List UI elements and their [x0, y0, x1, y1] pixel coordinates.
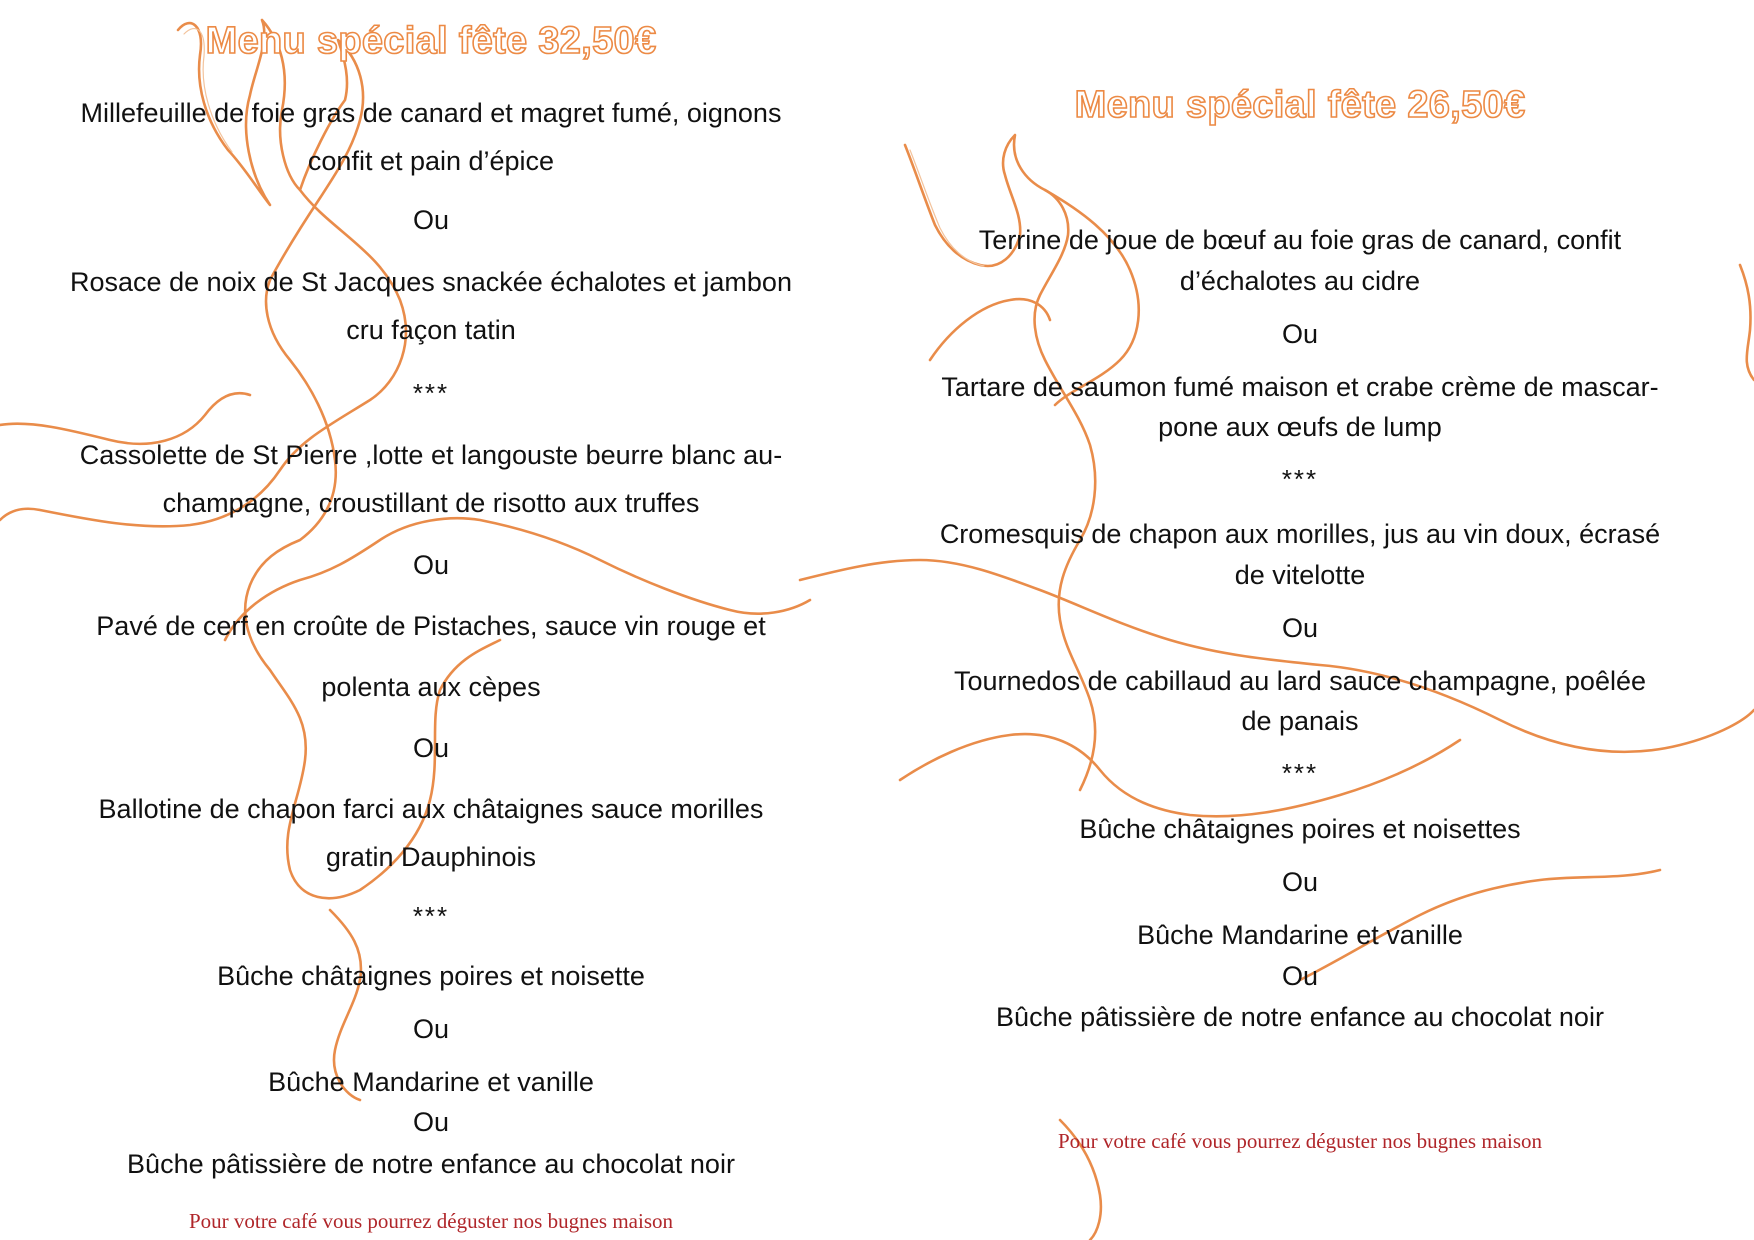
menu-right-line: Tartare de saumon fumé maison et crabe crème de mascar- [941, 372, 1659, 402]
menu-right-line: Bûche pâtissière de notre enfance au chocolat noir [996, 1002, 1604, 1032]
menu-left-line: Ou [412, 550, 450, 580]
menu-left-line: Bûche pâtissière de notre enfance au chocolat noir [127, 1149, 735, 1179]
menu-left-line: Bûche châtaignes poires et noisette [217, 961, 645, 991]
menu-left-line: Rosace de noix de St Jacques snackée échalotes et jambon [70, 267, 792, 297]
menu-left-line: Ou [412, 733, 450, 763]
menu-right-line: Ou [1281, 319, 1319, 349]
menu-left-line: Cassolette de St Pierre ,lotte et langouste beurre blanc au- [79, 440, 783, 470]
menu-left-line: confit et pain d’épice [307, 146, 555, 176]
menu-left-separator: *** [412, 378, 450, 408]
menu-left-line: Millefeuille de foie gras de canard et magret fumé, oignons [80, 98, 782, 128]
menu-right-line: Bûche châtaignes poires et noisettes [1079, 814, 1521, 844]
menu-left-title: Menu spécial fête 32,50€ [205, 20, 657, 62]
menu-left-line: Ballotine de chapon farci aux châtaignes sauce morilles [98, 794, 764, 824]
menu-right-line: Terrine de joue de bœuf au foie gras de canard, confit [978, 225, 1622, 255]
menu-right-line: de panais [1241, 706, 1359, 736]
menu-left-line: Ou [412, 1107, 450, 1137]
menu-right-line: d’échalotes au cidre [1179, 266, 1421, 296]
menu-left-line: Ou [412, 205, 450, 235]
menu-left-line: gratin Dauphinois [325, 842, 537, 872]
menu-left-line: Pavé de cerf en croûte de Pistaches, sauce vin rouge et [96, 611, 766, 641]
menu-right-separator: *** [1281, 758, 1319, 788]
menu-right-title: Menu spécial fête 26,50€ [1074, 84, 1526, 126]
menu-left-separator: *** [412, 901, 450, 931]
menu-right-separator: *** [1281, 464, 1319, 494]
menu-left-line: Bûche Mandarine et vanille [268, 1067, 594, 1097]
menu-right-line: Ou [1281, 867, 1319, 897]
menu-right-line: Ou [1281, 613, 1319, 643]
menu-left-line: Ou [412, 1014, 450, 1044]
menu-right-line: pone aux œufs de lump [1158, 412, 1442, 442]
menu-left-note: Pour votre café vous pourrez déguster nos bugnes maison [188, 1209, 674, 1233]
menu-right-line: Tournedos de cabillaud au lard sauce champagne, poêlée [954, 666, 1646, 696]
menu-right-line: de vitelotte [1234, 560, 1366, 590]
menu-right-line: Ou [1281, 961, 1319, 991]
menu-left-line: polenta aux cèpes [321, 672, 541, 702]
menu-right-line: Cromesquis de chapon aux morilles, jus au vin doux, écrasé [939, 519, 1661, 549]
menu-left-line: champagne, croustillant de risotto aux truffes [162, 488, 700, 518]
menu-right-line: Bûche Mandarine et vanille [1137, 920, 1463, 950]
menu-right-note: Pour votre café vous pourrez déguster nos bugnes maison [1057, 1129, 1543, 1153]
menu-left-line: cru façon tatin [346, 315, 516, 345]
